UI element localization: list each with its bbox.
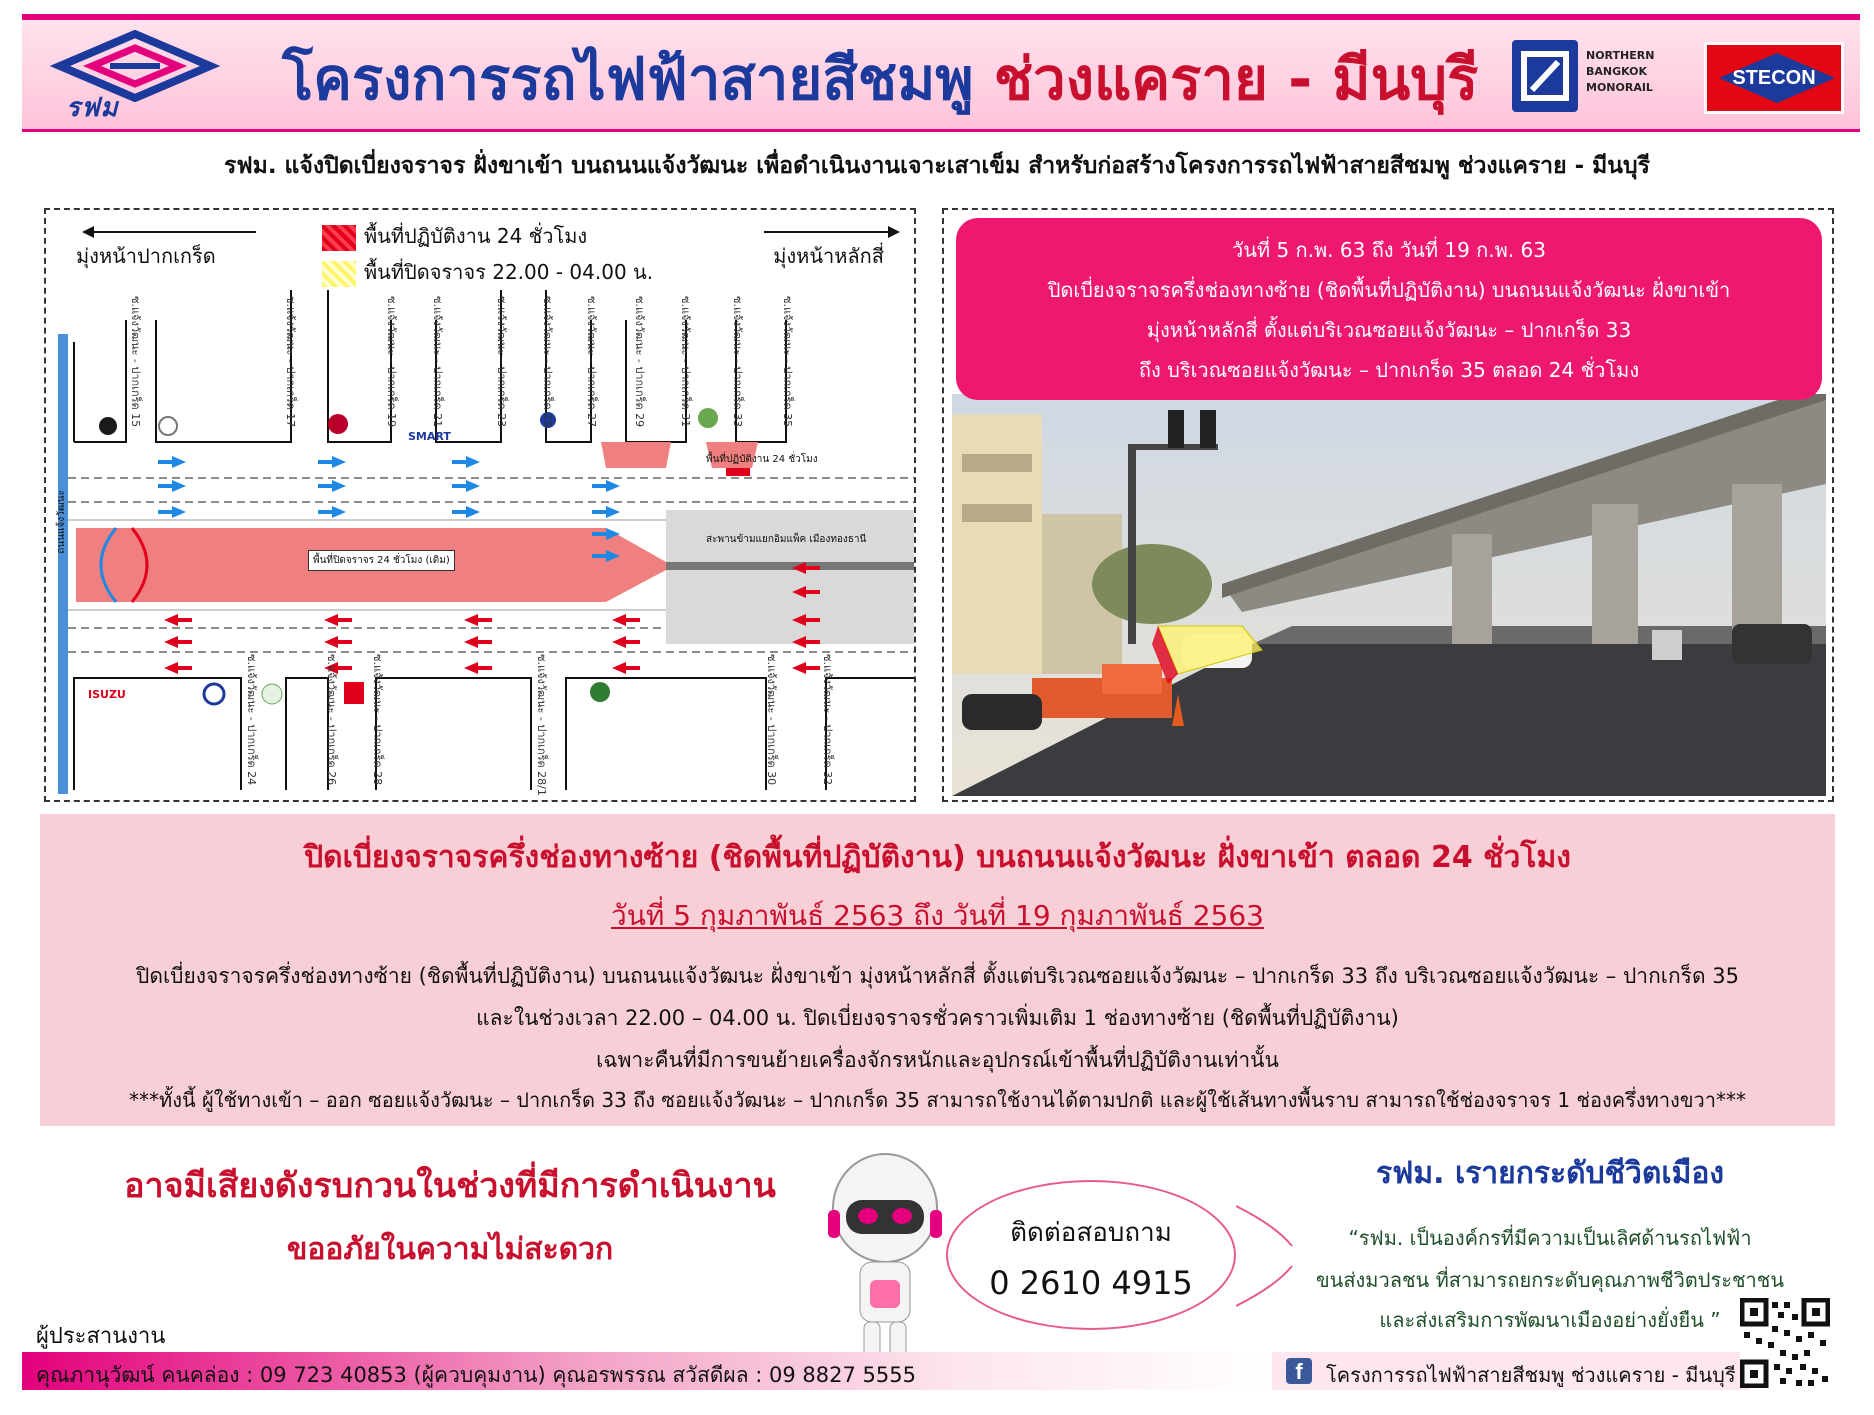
legend-red-swatch <box>322 225 356 251</box>
soi-label: ซ.แจ้งวัฒนะ - ปากเกร็ด 33 <box>731 296 744 428</box>
facebook-bar[interactable] <box>1272 1352 1750 1390</box>
mascot-illustration <box>820 1150 950 1382</box>
soi-label: ซ.แจ้งวัฒนะ - ปากเกร็ด 24 <box>245 654 258 786</box>
soi-label: ซ.แจ้งวัฒนะ - ปากเกร็ด 21 <box>431 296 444 428</box>
stecon-logo-text: STECON <box>1732 67 1816 89</box>
legend-work-area: พื้นที่ปฏิบัติงาน 24 ชั่วโมง <box>322 220 587 252</box>
legend-night-closure: พื้นที่ปิดจราจร 22.00 - 04.00 น. <box>322 256 653 288</box>
shop-label-isuzu: ISUZU <box>88 688 126 701</box>
quote-line: “รฟม. เป็นองค์กรที่มีความเป็นเลิศด้านรถไฟฟ้า <box>1348 1226 1752 1250</box>
legend-yellow-swatch <box>322 261 356 287</box>
noise-warning: อาจมีเสียงดังรบกวนในช่วงที่มีการดำเนินงาน <box>124 1166 776 1206</box>
notice-line: ปิดเบี่ยงจราจรครึ่งช่องทางซ้าย (ชิดพื้นที่ปฏิบัติงาน) บนถนนแจ้งวัฒนะ ฝั่งขาเข้า มุ่งหน้าหลักสี่ ตั้งแต่บริเวณซอยแจ้งวัฒนะ – ปากเกร็ด 33 ถึง บริเวณซอยแจ้งวัฒนะ – ปากเกร็ด 35 <box>135 964 1739 988</box>
facebook-icon: f <box>1286 1358 1312 1384</box>
soi-label: ซ.แจ้งวัฒนะ - ปากเกร็ด 25 <box>541 296 554 428</box>
zone-median-label: พื้นที่ปิดจราจร 24 ชั่วโมง (เดิม) <box>308 550 455 571</box>
notice-line: เฉพาะคืนที่มีการขนย้ายเครื่องจักรหนักและอุปกรณ์เข้าพื้นที่ปฏิบัติงานเท่านั้น <box>596 1048 1279 1072</box>
notice-line: และในช่วงเวลา 22.00 – 04.00 น. ปิดเบี่ยงจราจรชั่วคราวเพิ่มเติม 1 ช่องทางซ้าย (ชิดพื้นที่ปฏิบัติงาน) <box>476 1006 1399 1030</box>
notice-box <box>40 814 1835 1126</box>
quote-arrows-icon <box>1236 1196 1296 1316</box>
mrta-logo-text: รฟม <box>66 93 119 123</box>
zone-work-label: พื้นที่ปฏิบัติงาน 24 ชั่วโมง <box>706 454 818 465</box>
soi-label: ซ.แจ้งวัฒนะ - ปากเกร็ด 31 <box>679 296 692 428</box>
soi-label: ซ.แจ้งวัฒนะ - ปากเกร็ด 35 <box>781 296 794 428</box>
title-section: ช่วงแคราย - มีนบุรี <box>993 45 1479 113</box>
northern-bangkok-monorail-logo <box>1512 40 1672 116</box>
nbm-text: NORTHERN BANGKOK MONORAIL <box>1586 49 1655 94</box>
soi-label: ซ.แจ้งวัฒนะ - ปากเกร็ด 15 <box>129 296 142 428</box>
soi-label: ซ.แจ้งวัฒนะ - ปากเกร็ด 27 <box>585 296 598 428</box>
photo-notice-line: ปิดเบี่ยงจราจรครึ่งช่องทางซ้าย (ชิดพื้นที่ปฏิบัติงาน) บนถนนแจ้งวัฒนะ ฝั่งขาเข้า <box>1047 278 1731 302</box>
subtitle: รฟม. แจ้งปิดเบี่ยงจราจร ฝั่งขาเข้า บนถนนแจ้งวัฒนะ เพื่อดำเนินงานเจาะเสาเข็ม สำหรับก่อสร้างโครงการรถไฟฟ้าสายสีชมพู ช่วงแคราย - มีนบุรี <box>224 153 1650 179</box>
soi-label: ซ.แจ้งวัฒนะ - ปากเกร็ด 17 <box>284 296 297 428</box>
bridge-label: สะพานข้ามแยกอิมแพ็ค เมืองทองธานี <box>706 534 867 545</box>
site-photo-panel <box>942 208 1834 802</box>
photo-notice-line: ถึง บริเวณซอยแจ้งวัฒนะ – ปากเกร็ด 35 ตลอด 24 ชั่วโมง <box>1138 358 1640 382</box>
stecon-logo <box>1704 42 1844 114</box>
soi-label: ซ.แจ้งวัฒนะ - ปากเกร็ด 26 <box>325 654 338 786</box>
contact-phone[interactable]: 0 2610 4915 <box>989 1264 1193 1302</box>
contact-label: ติดต่อสอบถาม <box>1010 1218 1172 1248</box>
soi-label: ซ.แจ้งวัฒนะ - ปากเกร็ด 23 <box>495 296 508 428</box>
mrta-logo <box>50 30 220 128</box>
shop-label-smart: SMART <box>408 430 451 443</box>
header-banner <box>22 14 1860 132</box>
quote-line: ขนส่งมวลชน ที่สามารถยกระดับคุณภาพชีวิตประชาชน <box>1315 1268 1785 1292</box>
notice-line: ***ทั้งนี้ ผู้ใช้ทางเข้า – ออก ซอยแจ้งวัฒนะ – ปากเกร็ด 33 ถึง ซอยแจ้งวัฒนะ – ปากเกร็ด 35 สามารถใช้งานได้ตามปกติ และผู้ใช้เส้นทางพื้นราบ สามารถใช้ช่องจราจร 1 ช่องครึ่งทางขวา*** <box>129 1088 1746 1112</box>
coordinator-bar <box>22 1352 1272 1390</box>
notice-headline: ปิดเบี่ยงจราจรครึ่งช่องทางซ้าย (ชิดพื้นที่ปฏิบัติงาน) บนถนนแจ้งวัฒนะ ฝั่งขาเข้า ตลอด 24 ชั่วโมง <box>304 840 1571 875</box>
direction-right-label: มุ่งหน้าหลักสี่ <box>773 244 884 268</box>
direction-left-label: มุ่งหน้าปากเกร็ด <box>76 244 216 268</box>
qr-code-icon <box>1740 1298 1830 1388</box>
contact-box <box>946 1180 1236 1330</box>
site-photo <box>952 394 1826 796</box>
photo-notice-line: มุ่งหน้าหลักสี่ ตั้งแต่บริเวณซอยแจ้งวัฒนะ – ปากเกร็ด 33 <box>1146 318 1632 342</box>
apology-text: ขออภัยในความไม่สะดวก <box>286 1232 614 1267</box>
road-name: ถนนแจ้งวัฒนะ <box>56 490 67 554</box>
photo-notice-date: วันที่ 5 ก.พ. 63 ถึง วันที่ 19 ก.พ. 63 <box>1232 238 1546 262</box>
slogan: รฟม. เรายกระดับชีวิตเมือง <box>1375 1156 1725 1191</box>
facebook-page-name[interactable]: โครงการรถไฟฟ้าสายสีชมพู ช่วงแคราย - มีนบุรี <box>1326 1363 1736 1387</box>
notice-date: วันที่ 5 กุมภาพันธ์ 2563 ถึง วันที่ 19 กุมภาพันธ์ 2563 <box>611 899 1264 932</box>
soi-label: ซ.แจ้งวัฒนะ - ปากเกร็ด 28 <box>371 654 384 786</box>
quote-line: และส่งเสริมการพัฒนาเมืองอย่างยั่งยืน ” <box>1379 1308 1721 1332</box>
page-title <box>282 34 1478 124</box>
title-main: โครงการรถไฟฟ้าสายสีชมพู <box>282 45 974 113</box>
soi-label: ซ.แจ้งวัฒนะ - ปากเกร็ด 32 <box>821 654 834 786</box>
nbm-mark-icon <box>1512 40 1578 112</box>
photo-notice-box <box>956 218 1822 400</box>
soi-label: ซ.แจ้งวัฒนะ - ปากเกร็ด 19 <box>385 296 398 428</box>
soi-label: ซ.แจ้งวัฒนะ - ปากเกร็ด 30 <box>765 654 778 786</box>
traffic-diagram <box>44 208 916 802</box>
coordinator-label: ผู้ประสานงาน <box>36 1324 166 1349</box>
soi-label: ซ.แจ้งวัฒนะ - ปากเกร็ด 29 <box>633 296 646 428</box>
soi-label: ซ.แจ้งวัฒนะ - ปากเกร็ด 28/1 <box>535 654 548 796</box>
coordinator-contacts: คุณภานุวัฒน์ คนคล่อง : 09 723 40853 (ผู้ควบคุมงาน) คุณอรพรรณ สวัสดีผล : 09 8827 5555 <box>36 1363 916 1387</box>
